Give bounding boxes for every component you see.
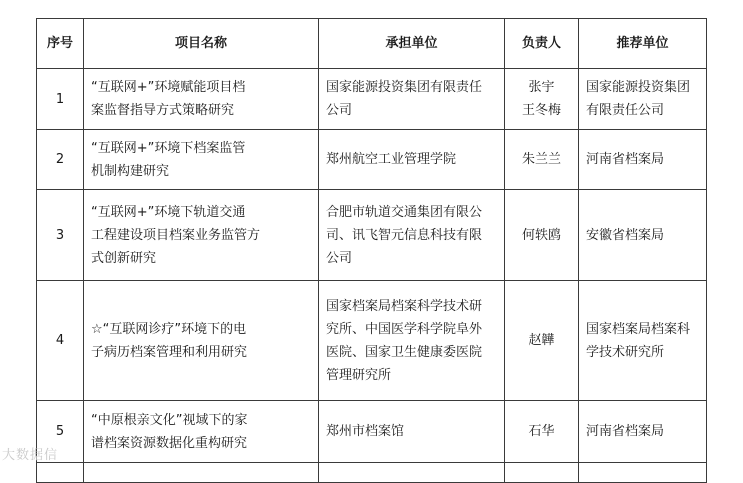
project-line: 式创新研究 [91,250,157,266]
row-unit [319,69,505,130]
row-recommender [579,69,707,130]
row-project [84,190,319,281]
recommender-line: 河南省档案局 [586,424,665,439]
unit-line: 合肥市轨道交通集团有限公 [326,204,483,220]
recommender-line: 安徽省档案局 [586,227,665,243]
row-recommender [579,281,707,401]
row-person [505,130,579,190]
header-unit: 承担单位 [319,19,505,69]
header-project: 项目名称 [84,19,319,69]
project-line: 子病历档案管理和利用研究 [91,344,248,360]
project-line: 机制构建研究 [91,163,170,179]
project-line: “中原根亲文化”视域下的家 [91,412,248,428]
person-line: 石华 [528,424,555,439]
row-num: 2 [37,130,84,190]
row-unit [319,130,505,190]
project-line: “互联网+”环境赋能项目档 [91,80,246,95]
row-num: 4 [37,281,84,401]
header-person: 负责人 [505,19,579,69]
table-header-row [37,19,707,69]
row-project [84,130,319,190]
table-row [37,130,707,190]
row-num: 3 [37,190,84,281]
unit-line: 郑州航空工业管理学院 [326,152,457,167]
unit-line: 管理研究所 [326,367,392,383]
header-recommender: 推荐单位 [579,19,707,69]
unit-line: 医院、国家卫生健康委医院 [326,344,483,360]
table-row [37,401,707,463]
header-num: 序号 [37,19,84,69]
recommender-line: 国家档案局档案科 [586,321,691,337]
recommender-line: 国家能源投资集团 [586,80,691,95]
row-project [84,281,319,401]
person-line: 朱兰兰 [521,152,561,167]
row-person [505,69,579,130]
row-person [505,190,579,281]
recommender-line: 学技术研究所 [586,344,665,360]
row-recommender [579,190,707,281]
project-table [36,18,707,483]
row-project [84,69,319,130]
unit-line: 司、讯飞智元信息科技有限 [326,227,483,243]
row-recommender [579,401,707,463]
row-num: 1 [37,69,84,130]
row-recommender [579,130,707,190]
table-row [37,190,707,281]
watermark: 大数据信 [2,448,59,463]
table-row [37,69,707,130]
project-line: “互联网+”环境下轨道交通 [91,204,246,220]
unit-line: 公司 [326,103,353,118]
unit-line: 郑州市档案馆 [326,424,405,439]
unit-line: 公司 [326,250,353,266]
row-unit [319,281,505,401]
recommender-line: 河南省档案局 [586,152,665,167]
project-line: 谱档案资源数据化重构研究 [91,435,248,451]
project-line: ☆“互联网诊疗”环境下的电 [91,321,247,337]
table-row-partial [37,463,707,483]
table-row [37,281,707,401]
unit-line: 国家档案局档案科学技术研 [326,298,483,314]
row-num: 5 [37,401,84,463]
person-line: 张宇 [528,80,555,95]
project-line: 工程建设项目档案业务监管方 [91,227,261,243]
row-person [505,281,579,401]
unit-line: 国家能源投资集团有限责任 [326,80,483,95]
recommender-line: 有限责任公司 [586,103,665,118]
project-line: “互联网+”环境下档案监管 [91,140,246,156]
project-line: 案监督指导方式策略研究 [91,103,235,118]
row-project [84,401,319,463]
person-line: 何轶鸥 [521,227,561,243]
person-line: 王冬梅 [521,103,561,118]
person-line: 赵韡 [528,333,555,348]
row-unit [319,190,505,281]
row-person [505,401,579,463]
row-unit [319,401,505,463]
unit-line: 究所、中国医学科学院阜外 [326,321,483,337]
